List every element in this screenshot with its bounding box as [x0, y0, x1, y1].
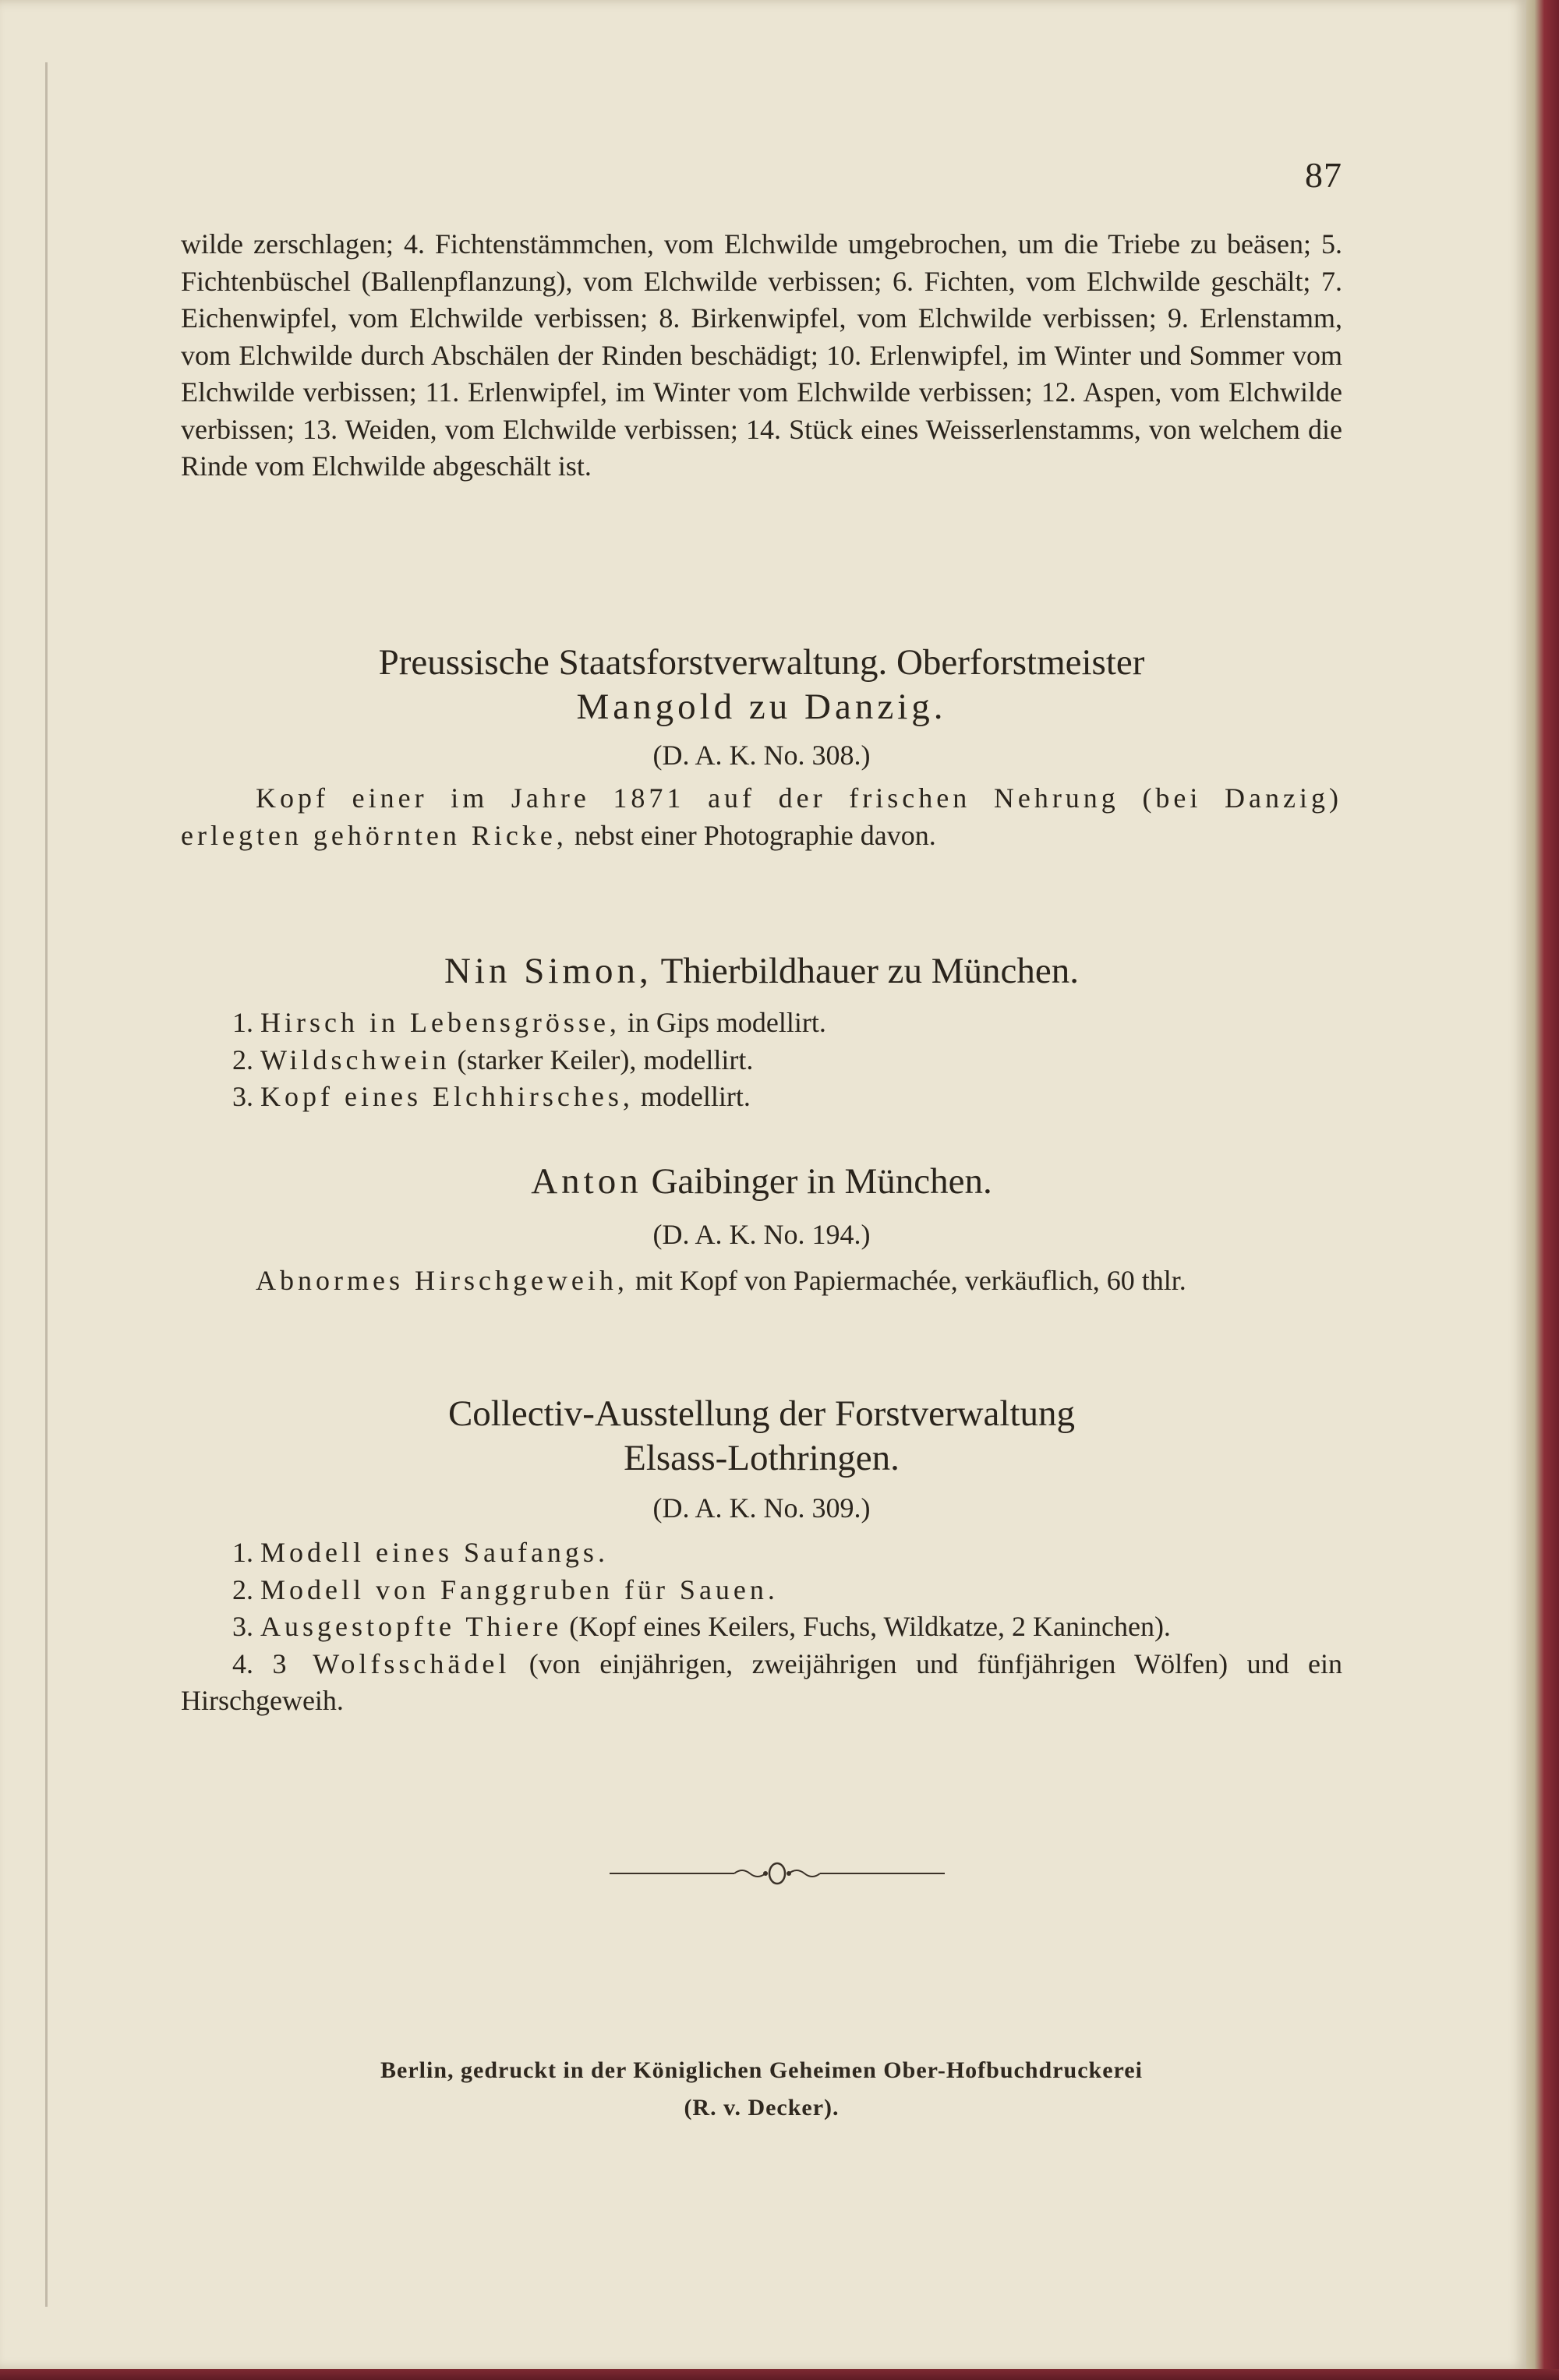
section-heading: Preussische Staatsforstverwaltung. Oberforstmeister [378, 642, 1145, 683]
section-text: Kopf einer im Jahre 1871 auf der frischen Nehrung (bei Danzig) erlegten gehörnten Ricke, nebst einer Photographie davon. [181, 782, 1342, 851]
list-item: 3. Ausgestopfte Thiere (Kopf eines Keilers, Fuchs, Wildkatze, 2 Kaninchen). [232, 1611, 1171, 1642]
book-edge-bottom [0, 2369, 1559, 2380]
section-heading: Collectiv-Ausstellung der Forstverwaltung [447, 1393, 1076, 1434]
section-heading: Nin Simon, Thierbildhauer zu München. [444, 951, 1080, 991]
item-list [181, 1005, 1342, 1116]
book-edge-right [1526, 0, 1559, 2380]
list-item: 2. Wildschwein (starker Keiler), modellirt. [232, 1043, 754, 1075]
section-nin-simon [181, 949, 1342, 1116]
section-heading: Anton Gaibinger in München. [531, 1161, 992, 1202]
printer-imprint-line2: (R. v. Decker). [684, 2095, 840, 2120]
section-heading-line2: Elsass-Lothringen. [624, 1438, 900, 1478]
section-text: Abnormes Hirschgeweih, mit Kopf von Papiermachée, verkäuflich, 60 thlr. [256, 1265, 1186, 1296]
intro-paragraph: wilde zerschlagen; 4. Fichtenstämmchen, vom Elchwilde umgebrochen, um die Triebe zu beäsen; 5. Fichtenbüschel (Ballenpflanzung), vom Elchwilde verbissen; 6. Fichten, vom Elchwilde geschält; 7. Eichenwipfel, vom Elchwilde verbissen; 8. Birkenwipfel, vom Elchwilde verbissen; 9. Erlenstamm, vom Elchwilde durch Abschälen der Rinden beschädigt; 10. Erlenwipfel, im Winter und Sommer vom Elchwilde verbissen; 11. Erlenwipfel, im Winter vom Elchwilde verbissen; 12. Aspen, vom Elchwilde verbissen; 13. Weiden, vom Elchwilde verbissen; 14. Stück eines Weisserlenstamms, von welchem die Rinde vom Elchwilde abgeschält ist. [181, 228, 1342, 482]
page-gutter-shadow [45, 62, 48, 2307]
printer-imprint-line1: Berlin, gedruckt in der Königlichen Geheimen Ober-Hofbuchdruckerei [380, 2057, 1143, 2083]
section-staatsforst [181, 641, 1342, 854]
section-heading-line2: Mangold zu Danzig. [576, 687, 947, 727]
item-list [181, 1534, 1342, 1720]
catalog-number: (D. A. K. No. 194.) [652, 1219, 871, 1250]
list-item: 3. Kopf eines Elchhirsches, modellirt. [232, 1081, 751, 1112]
catalog-number: (D. A. K. No. 309.) [652, 1492, 871, 1524]
section-elsass-lothringen [181, 1392, 1342, 1720]
list-item: 2. Modell von Fanggruben für Sauen. [232, 1573, 779, 1605]
ornament-divider-icon [610, 1858, 945, 1889]
list-item: 4. 3 Wolfsschädel (von einjährigen, zweijährigen und fünfjährigen Wölfen) und ein Hirschgeweih. [181, 1647, 1343, 1716]
page-number: 87 [1305, 155, 1342, 195]
list-item: 1. Modell eines Saufangs. [232, 1537, 609, 1568]
catalog-number: (D. A. K. No. 308.) [652, 740, 871, 771]
list-item: 1. Hirsch in Lebensgrösse, in Gips modellirt. [232, 1007, 826, 1038]
section-gaibinger [181, 1160, 1342, 1300]
